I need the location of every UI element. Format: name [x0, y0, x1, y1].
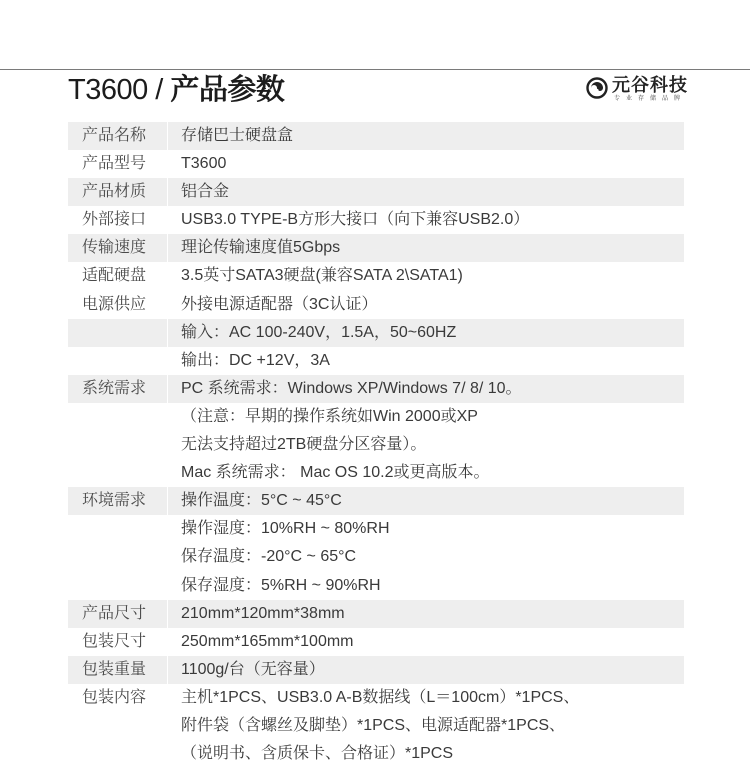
spec-row [68, 347, 684, 375]
brand-logo [586, 75, 688, 105]
spec-value: 主机*1PCS、USB3.0 A-B数据线（L＝100cm）*1PCS、 [181, 688, 580, 706]
title-subtitle: 产品参数 [170, 74, 285, 106]
spec-value: PC 系统需求：Windows XP/Windows 7/ 8/ 10。 [168, 375, 684, 403]
spec-label: 包装重量 [68, 656, 167, 684]
spec-label: 产品尺寸 [68, 600, 167, 628]
spec-row [68, 150, 684, 178]
spec-label: 产品材质 [68, 178, 167, 206]
spec-value: 210mm*120mm*38mm [168, 600, 684, 628]
title-model: T3600 [68, 74, 148, 106]
spec-row [68, 740, 684, 768]
spec-label [68, 459, 167, 487]
spec-row [68, 319, 684, 347]
spec-label: 包装尺寸 [82, 632, 147, 650]
spec-value: 输入：AC 100-240V，1.5A，50~60HZ [168, 319, 684, 347]
spec-value: 附件袋（含螺丝及脚垫）*1PCS、电源适配器*1PCS、 [181, 716, 566, 734]
spec-row [68, 628, 684, 656]
top-divider [0, 69, 750, 70]
spec-value: 理论传输速度值5Gbps [168, 234, 684, 262]
spec-row [68, 459, 684, 487]
spec-label: 产品名称 [68, 122, 167, 150]
spec-label [68, 740, 167, 768]
spec-row [68, 712, 684, 740]
brand-name: 元谷科技 [612, 75, 688, 95]
spec-label [68, 515, 167, 543]
spec-row [68, 122, 684, 150]
spec-value: （注意：早期的操作系统如Win 2000或XP [181, 407, 478, 425]
title-separator: / [147, 74, 171, 106]
spec-row [68, 572, 684, 600]
spec-row [68, 656, 684, 684]
spec-row [68, 291, 684, 319]
spec-label [68, 572, 167, 600]
spec-label: 环境需求 [68, 487, 167, 515]
yuangu-swirl-logo-icon [586, 77, 608, 99]
page-title [68, 72, 284, 108]
spec-value: 保存湿度：5%RH ~ 90%RH [181, 576, 381, 594]
spec-row [68, 375, 684, 403]
spec-row [68, 543, 684, 571]
spec-label [68, 431, 167, 459]
spec-row [68, 684, 684, 712]
spec-value: （说明书、含质保卡、合格证）*1PCS [181, 745, 454, 763]
page-header [68, 72, 688, 112]
spec-value: 保存温度：-20°C ~ 65°C [181, 548, 357, 566]
spec-label: 产品型号 [82, 155, 147, 173]
spec-label: 外部接口 [82, 211, 147, 229]
spec-label: 系统需求 [68, 375, 167, 403]
spec-row [68, 487, 684, 515]
spec-value: T3600 [181, 155, 227, 173]
spec-value: 外接电源适配器（3C认证） [181, 295, 378, 313]
spec-value: 无法支持超过2TB硬盘分区容量）。 [181, 436, 427, 454]
spec-value: 3.5英寸SATA3硬盘(兼容SATA 2\SATA1) [181, 267, 463, 285]
spec-label [68, 403, 167, 431]
spec-value: 1100g/台（无容量） [168, 656, 684, 684]
spec-row [68, 515, 684, 543]
spec-label: 包装内容 [82, 688, 147, 706]
spec-label: 适配硬盘 [82, 267, 147, 285]
spec-label [68, 347, 167, 375]
spec-row [68, 403, 684, 431]
spec-value: USB3.0 TYPE-B方形大接口（向下兼容USB2.0） [181, 211, 530, 229]
spec-label [68, 543, 167, 571]
spec-row [68, 600, 684, 628]
spec-table [68, 122, 684, 768]
spec-row [68, 431, 684, 459]
spec-value: 存储巴士硬盘盒 [168, 122, 684, 150]
spec-value: 输出：DC +12V，3A [181, 351, 330, 369]
spec-value: 操作湿度：10%RH ~ 80%RH [181, 520, 390, 538]
spec-value: 250mm*165mm*100mm [181, 632, 354, 650]
spec-row [68, 206, 684, 234]
spec-value: Mac 系统需求： Mac OS 10.2或更高版本。 [181, 464, 490, 482]
spec-label [68, 319, 167, 347]
spec-label [68, 712, 167, 740]
spec-row [68, 262, 684, 290]
spec-value: 铝合金 [168, 178, 684, 206]
spec-row [68, 234, 684, 262]
spec-label: 电源供应 [82, 295, 147, 313]
spec-row [68, 178, 684, 206]
spec-label: 传输速度 [68, 234, 167, 262]
spec-value: 操作温度：5°C ~ 45°C [168, 487, 684, 515]
brand-tagline: 专业存储品牌 [613, 96, 686, 102]
